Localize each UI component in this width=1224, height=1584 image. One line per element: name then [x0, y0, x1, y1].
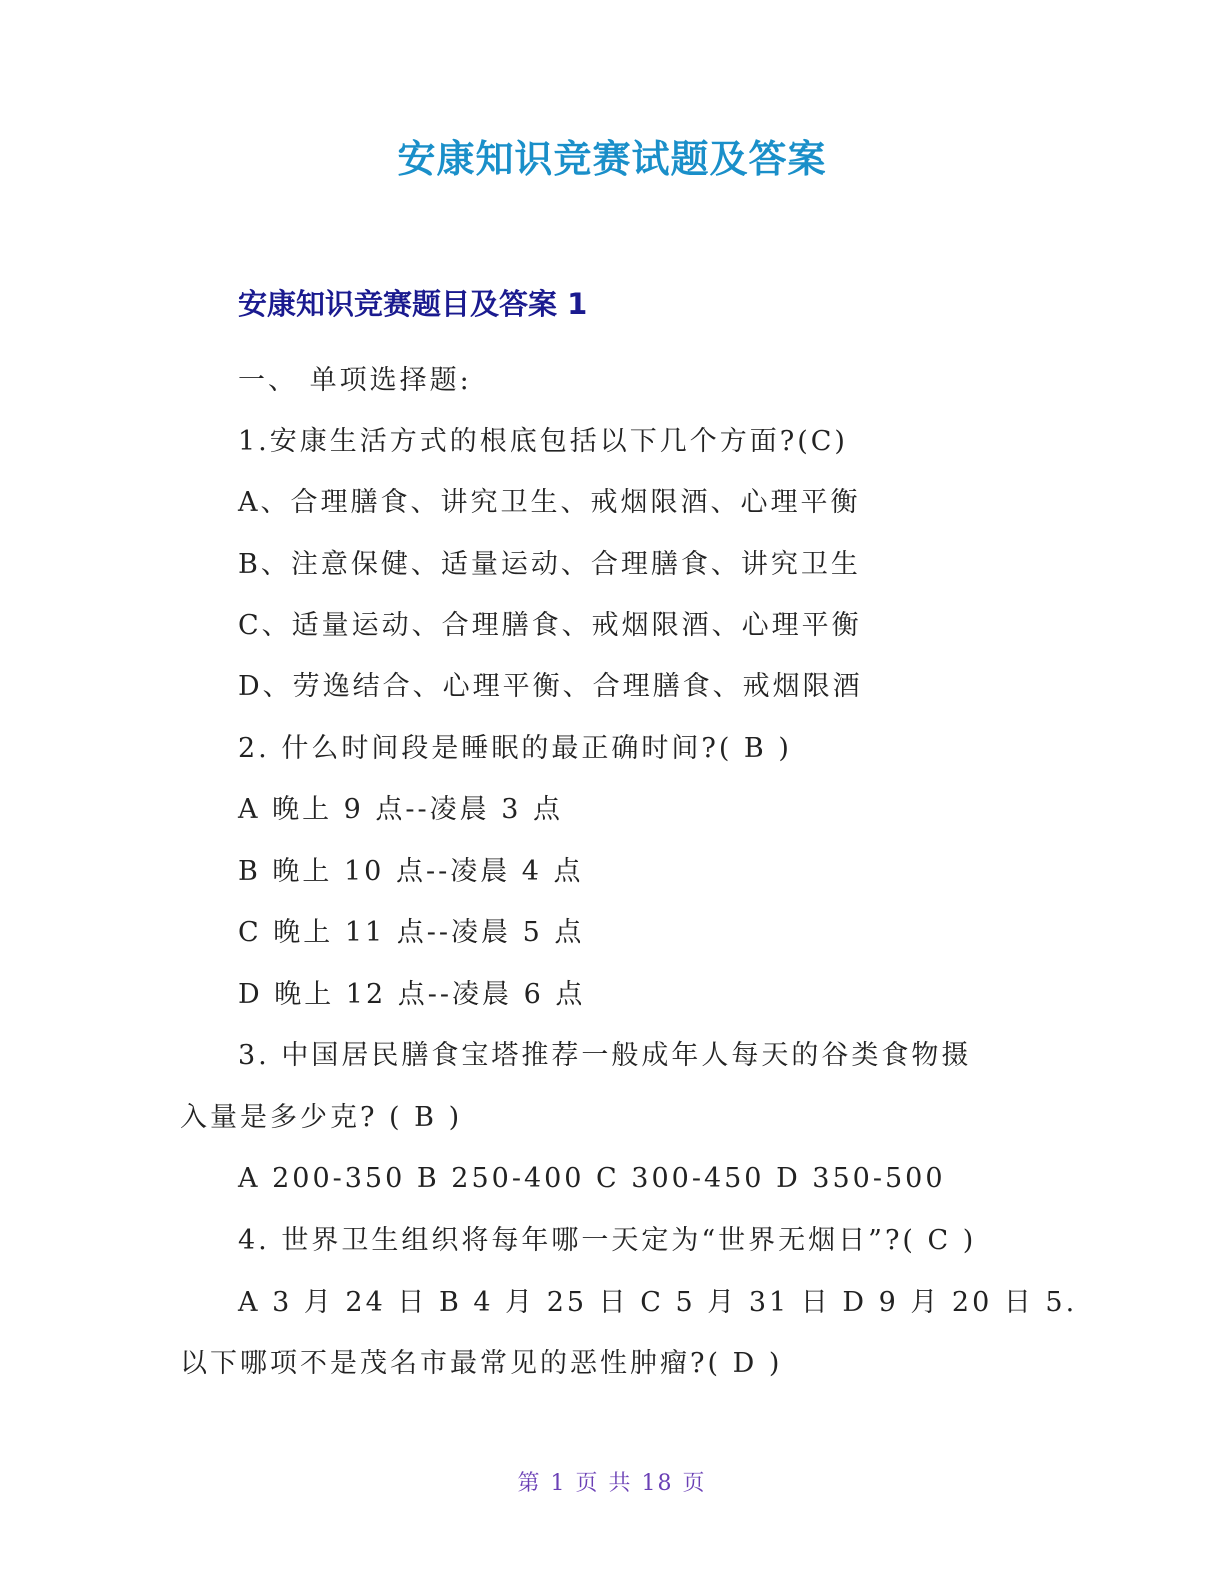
q1-option-c: C、适量运动、合理膳食、戒烟限酒、心理平衡 — [238, 610, 862, 641]
q2-option-d: D 晚上 12 点--凌晨 6 点 — [238, 979, 586, 1010]
q2-option-c: C 晚上 11 点--凌晨 5 点 — [238, 917, 585, 948]
question-3: 3. 中国居民膳食宝塔推荐一般成年人每天的谷类食物摄 — [238, 1040, 972, 1071]
page-number-footer: 第 1 页 共 18 页 — [517, 1471, 707, 1496]
document-title: 安康知识竞赛试题及答案 — [397, 137, 827, 181]
q2-option-b: B 晚上 10 点--凌晨 4 点 — [238, 856, 584, 887]
q2-option-a: A 晚上 9 点--凌晨 3 点 — [238, 794, 564, 825]
q1-option-d: D、劳逸结合、心理平衡、合理膳食、戒烟限酒 — [238, 671, 863, 702]
q4-options: A 3 月 24 日 B 4 月 25 日 C 5 月 31 日 D 9 月 20 日 5. — [238, 1287, 1078, 1318]
q1-option-b: B、注意保健、适量运动、合理膳食、讲究卫生 — [238, 549, 861, 580]
question-4: 4. 世界卫生组织将每年哪一天定为“世界无烟日”?( C ) — [238, 1225, 977, 1256]
q1-option-a: A、合理膳食、讲究卫生、戒烟限酒、心理平衡 — [238, 487, 861, 518]
question-1: 1.安康生活方式的根底包括以下几个方面?(C) — [238, 426, 848, 457]
section-label: 一、 单项选择题: — [238, 365, 472, 396]
question-3-continued: 入量是多少克? ( B ) — [180, 1102, 463, 1133]
question-5: 以下哪项不是茂名市最常见的恶性肿瘤?( D ) — [180, 1348, 783, 1379]
section-heading: 安康知识竞赛题目及答案 1 — [238, 287, 588, 321]
q3-options: A 200-350 B 250-400 C 300-450 D 350-500 — [238, 1163, 946, 1194]
question-2: 2. 什么时间段是睡眠的最正确时间?( B ) — [238, 733, 792, 764]
